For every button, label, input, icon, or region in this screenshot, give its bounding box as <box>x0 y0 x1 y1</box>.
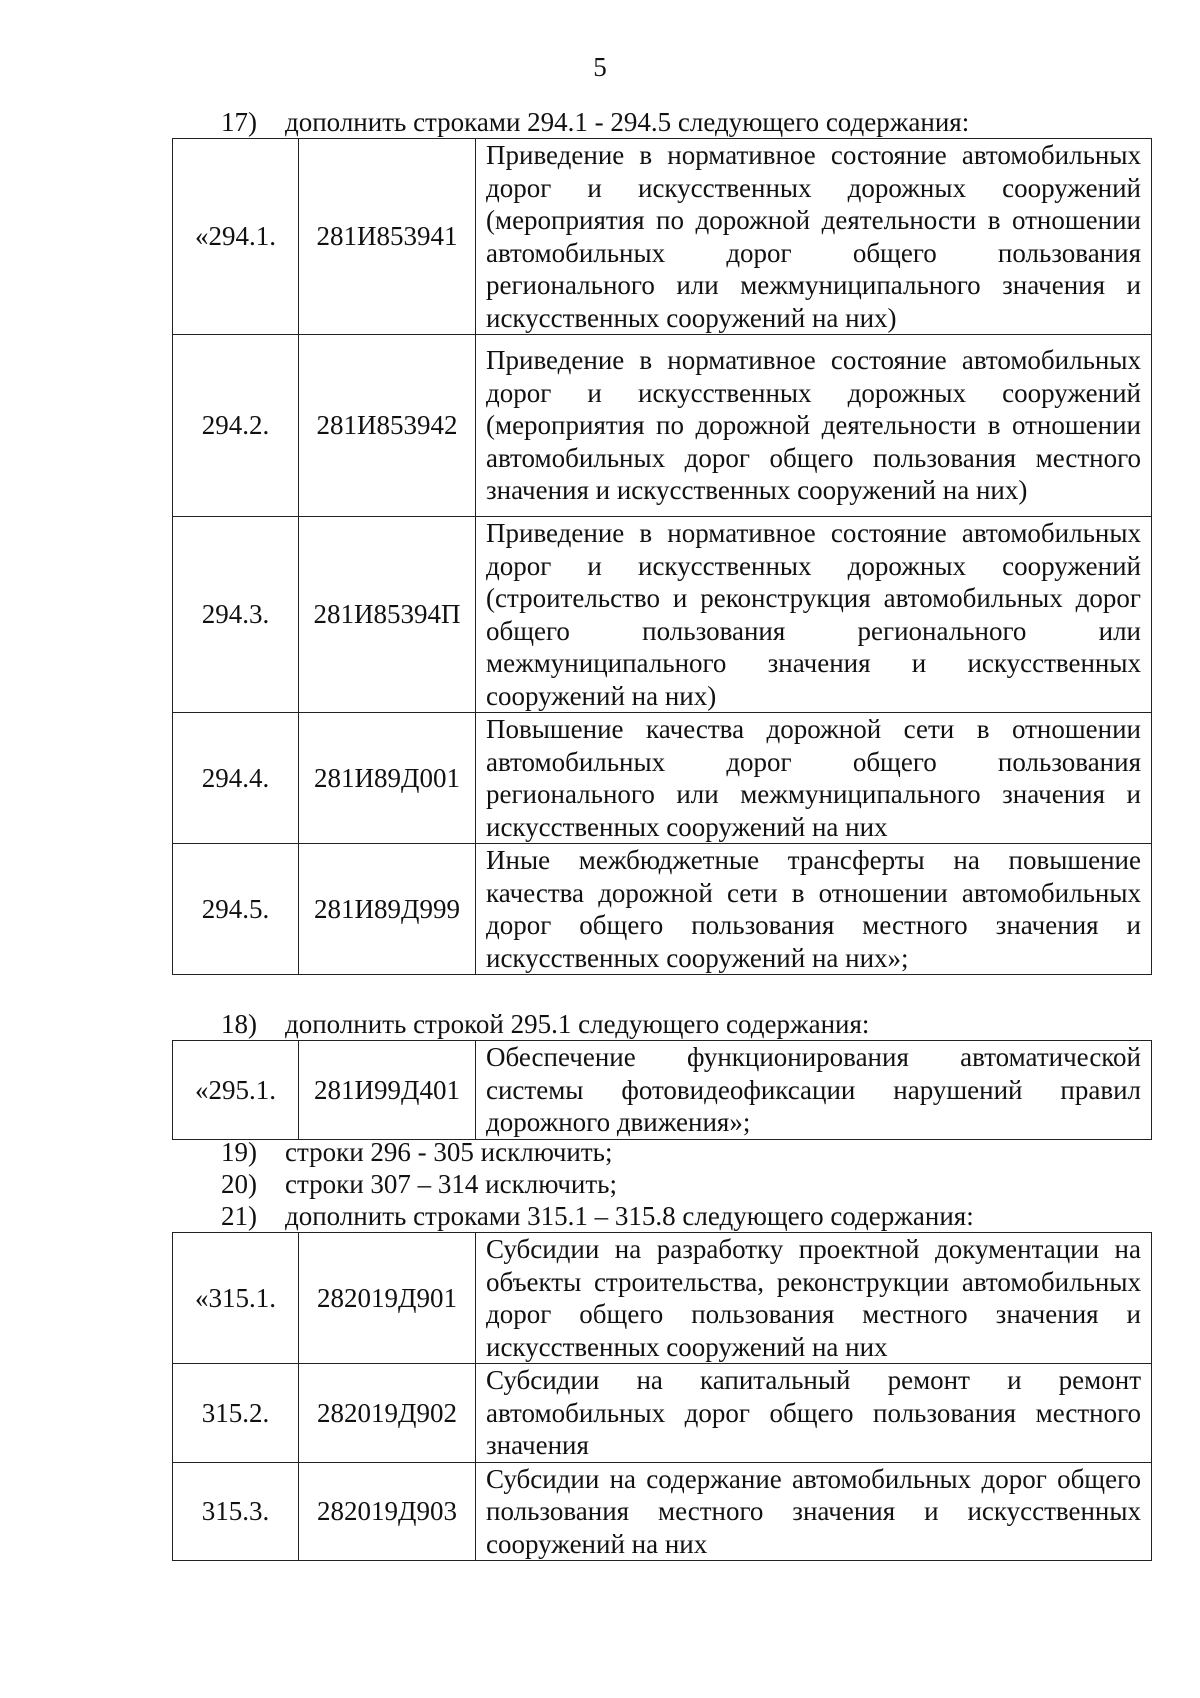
table-row <box>173 844 1152 975</box>
item-number: 21) <box>221 1201 257 1231</box>
row-description: Приведение в нормативное состояние автомобильных дорог и искусственных дорожных сооружений (строительство и реконструкция автомобильных дорог общего пользования регионального или межмуниципального значения и искусственных сооружений на них) <box>476 517 1152 713</box>
row-description: Приведение в нормативное состояние автомобильных дорог и искусственных дорожных сооружений (мероприятия по дорожной деятельности в отношении автомобильных дорог общего пользования местного значения и искусственных сооружений на них) <box>476 335 1152 517</box>
table-row <box>173 1462 1152 1561</box>
table-row <box>173 1041 1152 1140</box>
table-row <box>173 517 1152 713</box>
list-item <box>160 1136 1060 1168</box>
row-number: 294.5. <box>173 844 299 975</box>
table-row <box>173 335 1152 517</box>
row-number: 294.2. <box>173 335 299 517</box>
page-number: 5 <box>593 52 607 82</box>
list-item <box>160 106 1060 138</box>
item-text: строки 307 – 314 исключить; <box>285 1169 617 1199</box>
row-code: 282019Д902 <box>299 1364 476 1463</box>
table-row <box>173 139 1152 335</box>
item-number: 17) <box>221 107 257 137</box>
row-number: 294.4. <box>173 713 299 844</box>
row-description: Обеспечение функционирования автоматической системы фотовидеофиксации нарушений правил дорожного движения»; <box>476 1041 1152 1140</box>
table-row <box>173 1233 1152 1364</box>
row-code: 281И85394П <box>299 517 476 713</box>
row-description: Иные межбюджетные трансферты на повышение качества дорожной сети в отношении автомобильных дорог общего пользования местного значения и искусственных сооружений на них»; <box>476 844 1152 975</box>
list-item <box>160 1008 1060 1040</box>
row-description: Повышение качества дорожной сети в отношении автомобильных дорог общего пользования регионального или межмуниципального значения и искусственных сооружений на них <box>476 713 1152 844</box>
row-number: 315.3. <box>173 1462 299 1561</box>
table-row <box>173 713 1152 844</box>
item-text: строки 296 - 305 исключить; <box>285 1137 613 1167</box>
row-code: 281И853941 <box>299 139 476 335</box>
row-code: 281И89Д001 <box>299 713 476 844</box>
item-text: дополнить строками 315.1 – 315.8 следующего содержания: <box>285 1201 974 1231</box>
row-code: 282019Д901 <box>299 1233 476 1364</box>
row-code: 281И89Д999 <box>299 844 476 975</box>
item-number: 18) <box>221 1009 257 1039</box>
row-number: 294.3. <box>173 517 299 713</box>
item-number: 20) <box>221 1169 257 1199</box>
row-number: «295.1. <box>173 1041 299 1140</box>
item-number: 19) <box>221 1137 257 1167</box>
row-description: Субсидии на содержание автомобильных дорог общего пользования местного значения и искусственных сооружений на них <box>476 1462 1152 1561</box>
list-item <box>160 1200 1060 1232</box>
row-number: 315.2. <box>173 1364 299 1463</box>
table-row <box>173 1364 1152 1463</box>
list-item <box>160 1168 1060 1200</box>
row-number: «315.1. <box>173 1233 299 1364</box>
row-number: «294.1. <box>173 139 299 335</box>
table-row-295 <box>172 1040 1152 1140</box>
item-text: дополнить строками 294.1 - 294.5 следующего содержания: <box>285 107 970 137</box>
item-text: дополнить строкой 295.1 следующего содержания: <box>285 1009 870 1039</box>
table-rows-294 <box>172 138 1152 975</box>
row-description: Приведение в нормативное состояние автомобильных дорог и искусственных дорожных сооружений (мероприятия по дорожной деятельности в отношении автомобильных дорог общего пользования регионального или межмуниципального значения и искусственных сооружений на них) <box>476 139 1152 335</box>
row-code: 281И853942 <box>299 335 476 517</box>
row-description: Субсидии на капитальный ремонт и ремонт автомобильных дорог общего пользования местного значения <box>476 1364 1152 1463</box>
row-code: 281И99Д401 <box>299 1041 476 1140</box>
row-description: Субсидии на разработку проектной документации на объекты строительства, реконструкции автомобильных дорог общего пользования местного значения и искусственных сооружений на них <box>476 1233 1152 1364</box>
row-code: 282019Д903 <box>299 1462 476 1561</box>
table-rows-315 <box>172 1232 1152 1561</box>
